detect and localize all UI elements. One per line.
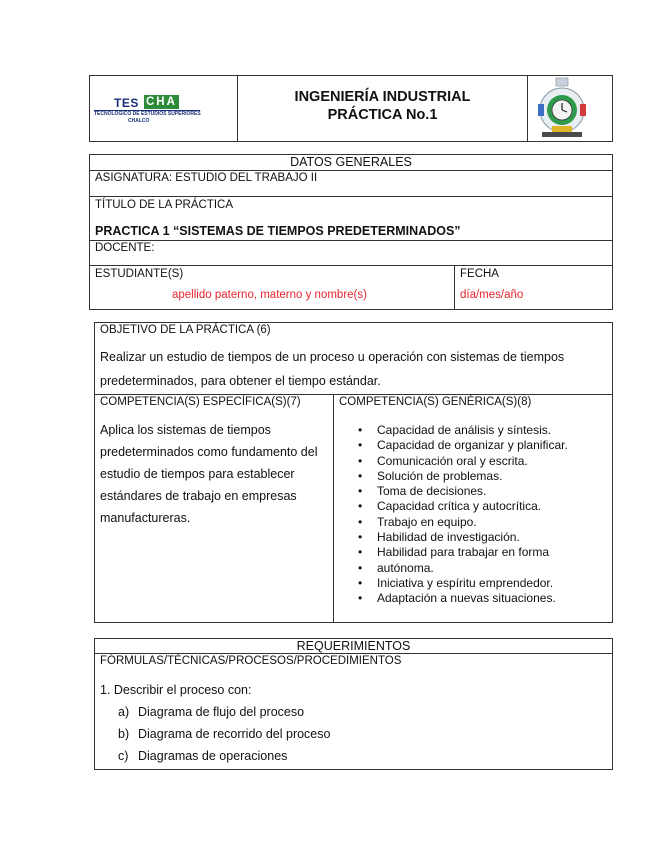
tescha-logo (92, 94, 202, 128)
generica-item: • Iniciativa y espíritu emprendedor. (358, 576, 568, 591)
especifica-line: estándares de trabajo en empresas (100, 489, 297, 503)
row-line (89, 196, 613, 197)
generica-item: • Comunicación oral y escrita. (358, 454, 568, 469)
especifica-line: predeterminados como fundamento del (100, 445, 318, 459)
asignatura-field: ASIGNATURA: ESTUDIO DEL TRABAJO II (95, 172, 318, 184)
estudiante-placeholder: apellido paterno, materno y nombre(s) (172, 289, 367, 301)
generica-item: • autónoma. (358, 561, 568, 576)
item-text: Diagramas de operaciones (138, 749, 288, 763)
requerimientos-intro: 1. Describir el proceso con: (100, 683, 252, 697)
requerimientos-heading: REQUERIMIENTOS (296, 639, 411, 653)
especifica-line: Aplica los sistemas de tiempos (100, 423, 271, 437)
document-title (238, 88, 527, 124)
requerimiento-item (118, 727, 330, 749)
generica-item: • Habilidad para trabajar en forma (358, 545, 568, 560)
generica-item: • Capacidad de análisis y síntesis. (358, 423, 568, 438)
item-text: Diagrama de flujo del proceso (138, 705, 305, 719)
especifica-line: estudio de tiempos para establecer (100, 467, 295, 481)
row-line (89, 240, 613, 241)
row-line (94, 653, 613, 654)
generica-item: • Adaptación a nuevas situaciones. (358, 591, 568, 606)
docente-field: DOCENTE: (95, 242, 155, 254)
especifica-line: manufactureras. (100, 511, 191, 525)
competencia-especifica-text (100, 423, 330, 533)
logo-cha: CHA (146, 96, 177, 108)
requerimiento-item (118, 705, 330, 727)
generica-item: • Habilidad de investigación. (358, 530, 568, 545)
generica-item: • Trabajo en equipo. (358, 515, 568, 530)
titulo-label: TÍTULO DE LA PRÁCTICA (95, 199, 234, 211)
row-line (94, 394, 613, 395)
logo-tes: TES (114, 96, 139, 110)
item-marker: b) (118, 727, 130, 741)
row-line (89, 265, 613, 266)
datos-generales-heading: DATOS GENERALES (290, 155, 412, 169)
fecha-placeholder: día/mes/año (460, 289, 524, 301)
requerimiento-item (118, 749, 330, 771)
generica-item: • Capacidad crítica y autocrítica. (358, 499, 568, 514)
fecha-label: FECHA (460, 268, 499, 280)
col-line (333, 394, 334, 623)
estudiante-label: ESTUDIANTE(S) (95, 268, 184, 280)
item-text: Diagrama de recorrido del proceso (138, 727, 331, 741)
logo-subtitle: TECNOLÓGICO DE ESTUDIOS SUPERIORES (94, 111, 201, 117)
title-line-1: INGENIERÍA INDUSTRIAL (294, 89, 471, 105)
objetivo-line-1: Realizar un estudio de tiempos de un proceso u operación con sistemas de tiempos (100, 350, 565, 364)
requerimientos-subheading: FÓRMULAS/TÉCNICAS/PROCESOS/PROCEDIMIENTOS (100, 655, 402, 667)
item-marker: a) (118, 705, 130, 719)
col-line (454, 265, 455, 310)
generica-item: • Capacidad de organizar y planificar. (358, 438, 568, 453)
row-line (89, 170, 613, 171)
item-marker: c) (118, 749, 129, 763)
competencia-especifica-label: COMPETENCIA(S) ESPECÍFICA(S)(7) (100, 396, 301, 408)
title-line-2: PRÁCTICA No.1 (327, 107, 438, 123)
logo-campus: CHALCO (128, 118, 150, 124)
objetivo-line-2: predeterminados, para obtener el tiempo estándar. (100, 374, 381, 388)
competencia-generica-list (358, 423, 568, 607)
requerimientos-list (118, 705, 330, 771)
header-divider-2 (527, 75, 528, 142)
generica-item: • Solución de problemas. (358, 469, 568, 484)
titulo-value: PRACTICA 1 “SISTEMAS DE TIEMPOS PREDETERMINADOS” (95, 224, 461, 238)
generica-item: • Toma de decisiones. (358, 484, 568, 499)
objetivo-label: OBJETIVO DE LA PRÁCTICA (6) (100, 324, 271, 336)
industrial-engineering-emblem (532, 76, 592, 140)
competencia-generica-label: COMPETENCIA(S) GENÉRICA(S)(8) (339, 396, 532, 408)
